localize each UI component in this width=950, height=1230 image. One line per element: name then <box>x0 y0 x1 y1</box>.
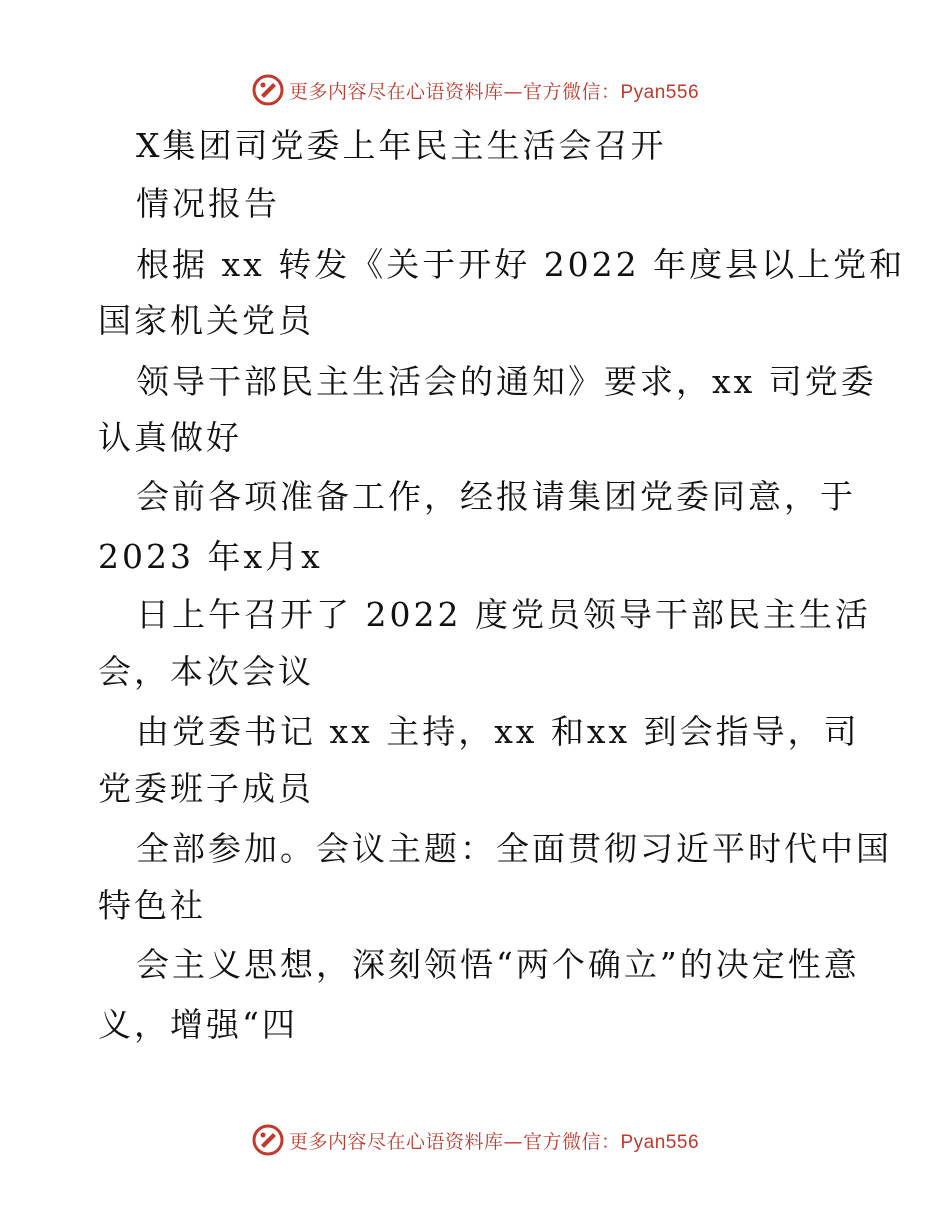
seal-logo-icon <box>251 1123 285 1157</box>
doc-line: 日上午召开了 2022 度党员领导干部民主生活 <box>136 595 871 634</box>
banner-sub: 官方微信： <box>522 80 621 103</box>
doc-line: 国家机关党员 <box>98 301 314 340</box>
banner-main: 更多内容尽在心语资料库 <box>288 80 504 103</box>
doc-title: X集团司党委上年民主生活会召开 <box>136 126 667 165</box>
banner-wechat-id: Pyan556 <box>620 81 700 103</box>
doc-subtitle: 情况报告 <box>136 184 280 223</box>
doc-line: 党委班子成员 <box>98 769 314 808</box>
doc-line: 会，本次会议 <box>98 652 314 691</box>
banner-sub: 官方微信： <box>522 1130 621 1153</box>
doc-line: 由党委书记 xx 主持，xx 和xx 到会指导，司 <box>136 712 860 751</box>
banner-text <box>289 1127 699 1154</box>
doc-line: 义，增强“四 <box>98 1005 298 1044</box>
doc-line: 会主义思想，深刻领悟“两个确立”的决定性意 <box>136 945 860 984</box>
banner-main: 更多内容尽在心语资料库 <box>288 1130 504 1153</box>
banner-text <box>289 77 699 104</box>
banner-dash: — <box>503 80 523 103</box>
doc-line: 特色社 <box>98 886 206 925</box>
header-banner <box>0 70 950 110</box>
doc-line: 会前各项准备工作，经报请集团党委同意，于 <box>136 477 856 516</box>
seal-logo-icon <box>251 73 285 107</box>
doc-line: 认真做好 <box>98 418 242 457</box>
banner-wechat-id: Pyan556 <box>620 1131 700 1153</box>
doc-line: 全部参加。会议主题：全面贯彻习近平时代中国 <box>136 829 892 868</box>
doc-line: 领导干部民主生活会的通知》要求，xx 司党委 <box>136 362 877 401</box>
banner-dash: — <box>503 1130 523 1153</box>
footer-banner <box>0 1120 950 1160</box>
doc-line: 根据 xx 转发《关于开好 2022 年度县以上党和 <box>136 245 906 284</box>
doc-line: 2023 年x月x <box>98 537 323 576</box>
